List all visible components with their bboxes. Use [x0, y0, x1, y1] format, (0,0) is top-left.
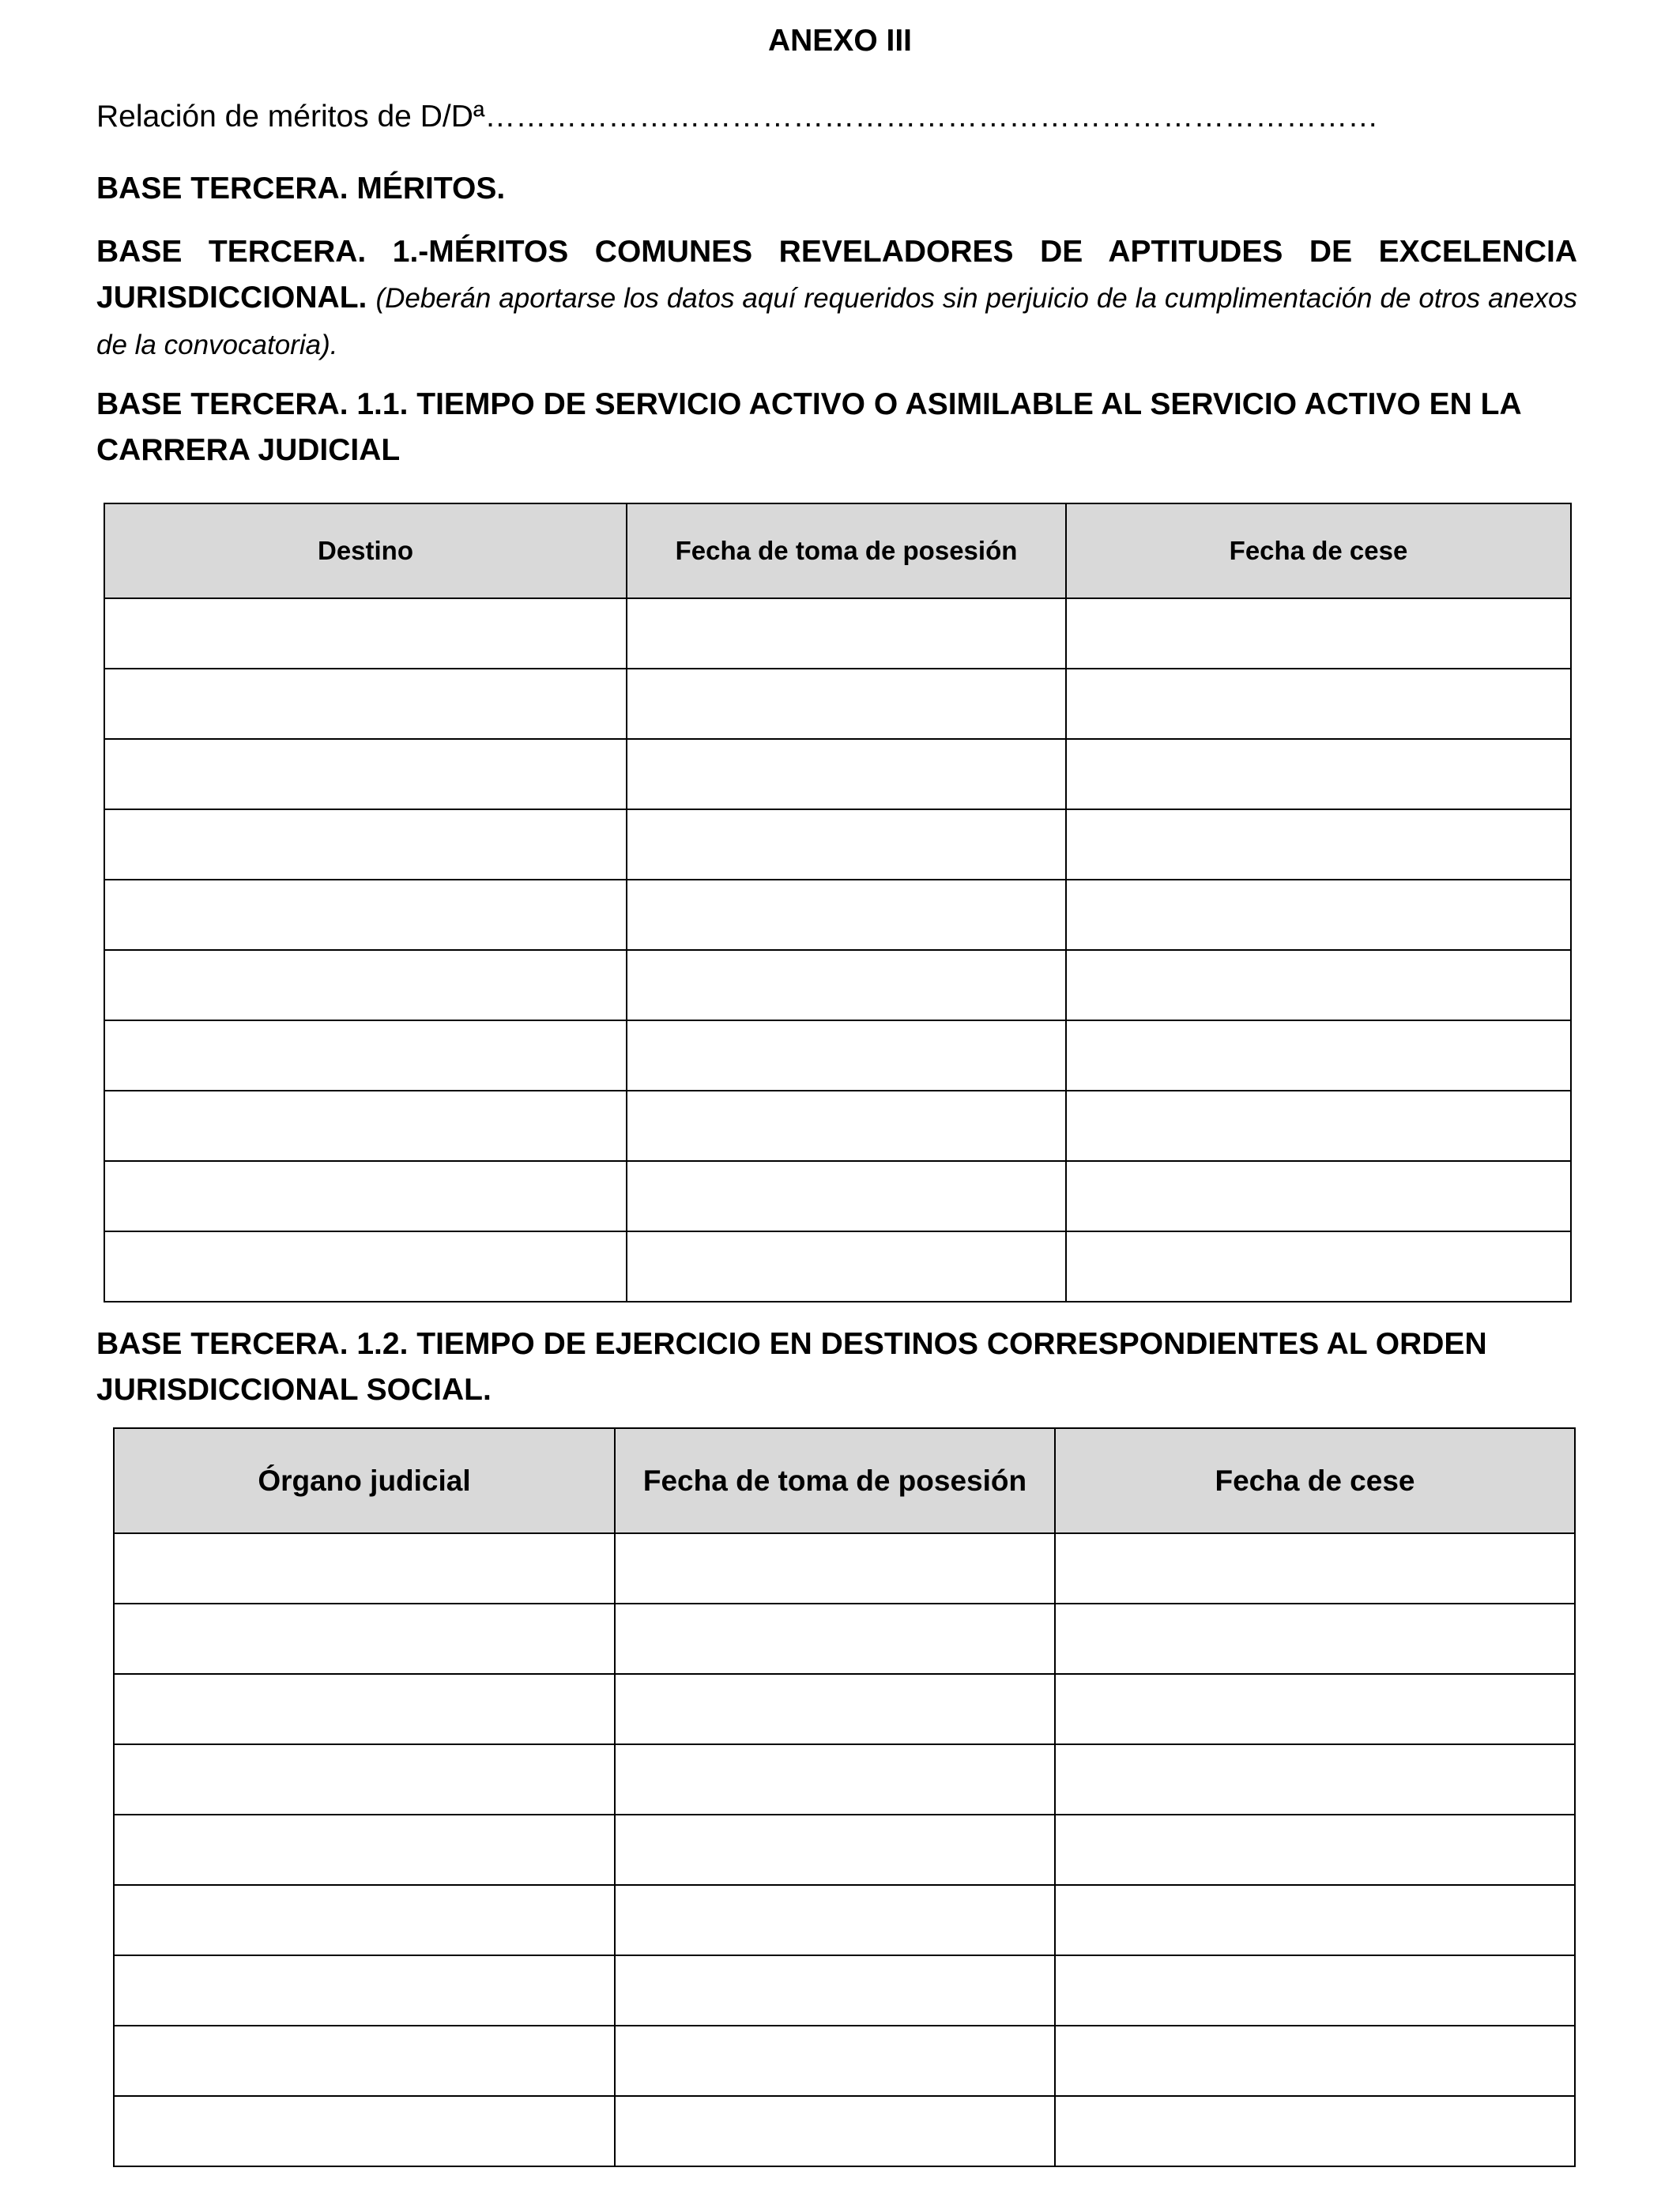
cell-fecha-cese[interactable]: [1055, 1744, 1575, 1815]
heading-1-2: BASE TERCERA. 1.2. TIEMPO DE EJERCICIO EN DESTINOS CORRESPONDIENTES AL ORDEN JURISDICCIONAL SOCIAL.: [96, 1327, 1487, 1407]
cell-destino[interactable]: [104, 739, 627, 809]
cell-fecha-cese[interactable]: [1055, 1885, 1575, 1955]
cell-destino[interactable]: [104, 1231, 627, 1302]
cell-organo-judicial[interactable]: [114, 1674, 615, 1744]
cell-fecha-toma[interactable]: [615, 1744, 1055, 1815]
table-row: [104, 669, 1571, 739]
heading-meritos-comunes-note: (Deberán aportarse los datos aquí requeridos sin perjuicio de la cumplimentación de otros anexos de la convocatoria).: [96, 283, 1577, 360]
table-row: [114, 1674, 1575, 1744]
cell-fecha-cese[interactable]: [1066, 1091, 1571, 1161]
cell-fecha-cese[interactable]: [1055, 1955, 1575, 2026]
cell-fecha-cese[interactable]: [1066, 1231, 1571, 1302]
cell-fecha-toma[interactable]: [627, 880, 1066, 950]
table-row: [104, 809, 1571, 880]
table-row: [114, 1533, 1575, 1604]
cell-fecha-toma[interactable]: [627, 1231, 1066, 1302]
cell-destino[interactable]: [104, 1161, 627, 1231]
cell-destino[interactable]: [104, 598, 627, 669]
cell-organo-judicial[interactable]: [114, 2096, 615, 2166]
table-row: [104, 1161, 1571, 1231]
cell-fecha-cese[interactable]: [1055, 2096, 1575, 2166]
cell-organo-judicial[interactable]: [114, 1815, 615, 1885]
table-row: [104, 739, 1571, 809]
cell-destino[interactable]: [104, 809, 627, 880]
cell-organo-judicial[interactable]: [114, 1885, 615, 1955]
table-row: [114, 1955, 1575, 2026]
table-row: [114, 1604, 1575, 1674]
column-header-fecha-cese: Fecha de cese: [1055, 1428, 1575, 1533]
column-header-destino: Destino: [104, 503, 627, 598]
cell-organo-judicial[interactable]: [114, 1533, 615, 1604]
cell-destino[interactable]: [104, 669, 627, 739]
cell-fecha-toma[interactable]: [627, 1020, 1066, 1091]
table-header-row: [114, 1428, 1575, 1533]
cell-destino[interactable]: [104, 950, 627, 1020]
heading-meritos-comunes-title: BASE TERCERA. 1.-MÉRITOS COMUNES REVELADORES DE APTITUDES DE EXCELENCIA JURISDICCIONAL.: [96, 235, 1577, 315]
cell-fecha-toma[interactable]: [627, 809, 1066, 880]
cell-fecha-toma[interactable]: [615, 1885, 1055, 1955]
cell-fecha-cese[interactable]: [1066, 598, 1571, 669]
table-header-row: [104, 503, 1571, 598]
cell-fecha-toma[interactable]: [615, 2096, 1055, 2166]
cell-destino[interactable]: [104, 1091, 627, 1161]
table-row: [104, 880, 1571, 950]
cell-organo-judicial[interactable]: [114, 1604, 615, 1674]
column-header-fecha-toma: Fecha de toma de posesión: [615, 1428, 1055, 1533]
table-row: [104, 1091, 1571, 1161]
table-orden-social: [113, 1427, 1576, 2167]
table-row: [104, 1020, 1571, 1091]
heading-meritos-comunes: [96, 229, 1577, 368]
cell-fecha-cese[interactable]: [1066, 669, 1571, 739]
cell-organo-judicial[interactable]: [114, 2026, 615, 2096]
cell-organo-judicial[interactable]: [114, 1744, 615, 1815]
cell-fecha-cese[interactable]: [1055, 2026, 1575, 2096]
column-header-organo-judicial: Órgano judicial: [114, 1428, 615, 1533]
table-row: [104, 1231, 1571, 1302]
cell-fecha-toma[interactable]: [615, 2026, 1055, 2096]
cell-fecha-toma[interactable]: [627, 1161, 1066, 1231]
table-row: [114, 1885, 1575, 1955]
table-servicio-activo: [104, 503, 1572, 1302]
heading-meritos: BASE TERCERA. MÉRITOS.: [96, 172, 506, 205]
cell-fecha-toma[interactable]: [615, 1533, 1055, 1604]
cell-fecha-toma[interactable]: [615, 1674, 1055, 1744]
cell-fecha-cese[interactable]: [1055, 1815, 1575, 1885]
cell-destino[interactable]: [104, 880, 627, 950]
cell-fecha-cese[interactable]: [1066, 950, 1571, 1020]
cell-organo-judicial[interactable]: [114, 1955, 615, 2026]
cell-fecha-cese[interactable]: [1055, 1604, 1575, 1674]
relacion-label: Relación de méritos de D/Dª: [96, 100, 485, 134]
cell-fecha-toma[interactable]: [627, 669, 1066, 739]
cell-fecha-cese[interactable]: [1066, 1161, 1571, 1231]
cell-fecha-cese[interactable]: [1066, 809, 1571, 880]
cell-fecha-toma[interactable]: [627, 950, 1066, 1020]
cell-fecha-toma[interactable]: [627, 1091, 1066, 1161]
relacion-dots-field[interactable]: ……………………………………………………………………………: [484, 100, 1379, 134]
cell-fecha-toma[interactable]: [627, 598, 1066, 669]
cell-fecha-cese[interactable]: [1066, 739, 1571, 809]
cell-fecha-cese[interactable]: [1066, 1020, 1571, 1091]
cell-destino[interactable]: [104, 1020, 627, 1091]
table-row: [114, 1744, 1575, 1815]
column-header-fecha-cese: Fecha de cese: [1066, 503, 1571, 598]
cell-fecha-toma[interactable]: [627, 739, 1066, 809]
table-row: [114, 2026, 1575, 2096]
column-header-fecha-toma: Fecha de toma de posesión: [627, 503, 1066, 598]
document-title: ANEXO III: [767, 24, 913, 58]
table-row: [114, 2096, 1575, 2166]
cell-fecha-cese[interactable]: [1055, 1674, 1575, 1744]
table-row: [104, 950, 1571, 1020]
cell-fecha-cese[interactable]: [1055, 1533, 1575, 1604]
table-row: [114, 1815, 1575, 1885]
relacion-line: [96, 98, 1378, 136]
cell-fecha-toma[interactable]: [615, 1955, 1055, 2026]
heading-1-1: BASE TERCERA. 1.1. TIEMPO DE SERVICIO ACTIVO O ASIMILABLE AL SERVICIO ACTIVO EN LA CARRERA JUDICIAL: [96, 387, 1521, 467]
table-row: [104, 598, 1571, 669]
cell-fecha-toma[interactable]: [615, 1815, 1055, 1885]
cell-fecha-toma[interactable]: [615, 1604, 1055, 1674]
cell-fecha-cese[interactable]: [1066, 880, 1571, 950]
